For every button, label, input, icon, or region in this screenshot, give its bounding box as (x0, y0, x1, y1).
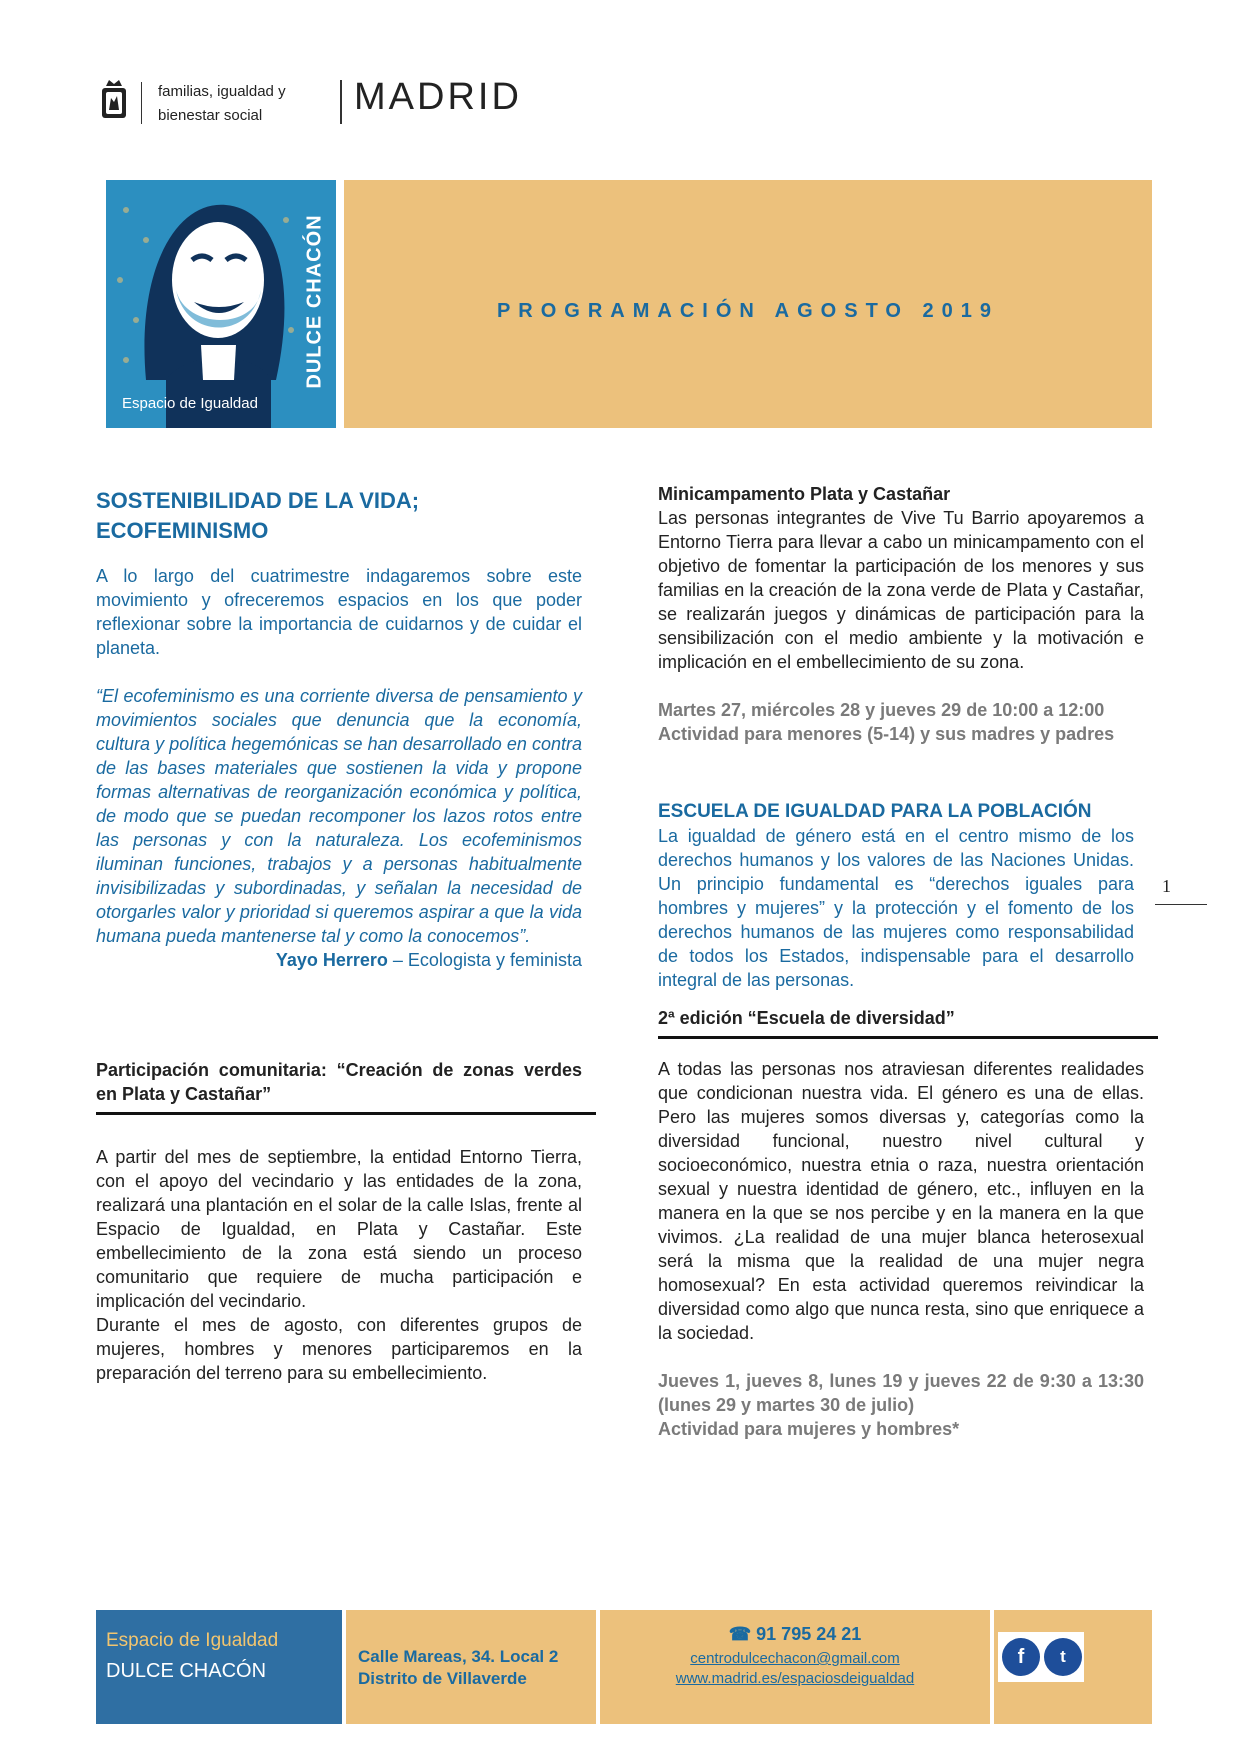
community-body-2: Durante el mes de agosto, con diferentes grupos de mujeres, hombres y menores participaremos en la preparación del terreno para su embellecimiento. (96, 1315, 582, 1383)
section-rule (96, 1112, 596, 1115)
quote-paragraph: “El ecofeminismo es una corriente diversa de pensamiento y movimientos sociales que denuncia que la economía, cultura y política hegemónicas se han desarrollado en contra de las bases materiales que sostienen la vida y propone formas alternativas de reorganización económica y política, de modo que se puedan recomponer los lazos rotos entre las personas y con la naturaleza. Los ecofeminismos iluminan funciones, trabajos y a personas habitualmente invisibilizadas y subordinadas, y señalan la necesidad de otorgarles valor y prioridad si queremos aspirar a que la vida humana pueda mantenerse tal y como la conocemos”. (96, 686, 582, 946)
footer-space-block (96, 1610, 342, 1724)
footer-address-block (346, 1610, 596, 1724)
footer-address-2: Distrito de Villaverde (358, 1669, 527, 1688)
diversity-audience: Actividad para mujeres y hombres* (658, 1419, 960, 1439)
escuela-title: ESCUELA DE IGUALDAD PARA LA POBLACIÓN (658, 801, 1092, 822)
portrait-vertical-name-box (300, 190, 330, 420)
diversity-dates: Jueves 1, jueves 8, lunes 19 y jueves 22 de 9:30 a 13:30 (lunes 29 y martes 30 de julio) (658, 1371, 1144, 1415)
escuela-body: La igualdad de género está en el centro mismo de los derechos humanos y los valores de las Naciones Unidas. Un principio fundamental es “derechos iguales para hombres y mujeres” y la protección y el fomento de los derechos humanos de las mujeres como responsabilidad de todos los Estados, indispensable para el desarrollo integral de las personas. (658, 826, 1134, 990)
section-title (96, 486, 582, 546)
diversity-title: 2ª edición “Escuela de diversidad” (658, 1008, 955, 1028)
page-number: 1 (1162, 876, 1171, 896)
diversity-body: A todas las personas nos atraviesan diferentes realidades que condicionan nuestra vida. El género es una de ellas. Pero las mujeres somos diversas y, categorías como la diversidad funcional, nuestro nivel cultural y socioeconómico, nuestra etnia o raza, nuestra orientación sexual y nuestra identidad de género, etc., influyen en la manera en la que se nos percibe y en la manera en la que vivimos. ¿La realidad de una mujer blanca heterosexual será la misma que la realidad de una mujer negra homosexual? En esta actividad queremos reivindicar la diversidad como algo que nunca resta, sino que enriquece a la sociedad. (658, 1059, 1144, 1343)
department-line-2: bienestar social (158, 107, 263, 124)
space-label: Espacio de Igualdad (122, 395, 258, 412)
quote-attribution (96, 948, 582, 972)
phone-icon: ☎ (728, 1624, 752, 1644)
footer-social-block (994, 1610, 1152, 1724)
footer-address-1: Calle Mareas, 34. Local 2 (358, 1647, 559, 1666)
program-title: PROGRAMACIÓN AGOSTO 2019 (496, 300, 1000, 322)
section-rule (658, 1036, 1158, 1039)
social-icons-box (998, 1632, 1084, 1682)
minicamp-audience: Actividad para menores (5-14) y sus madres y padres (658, 724, 1115, 744)
city-logo: MADRID (354, 76, 522, 118)
intro-paragraph: A lo largo del cuatrimestre indagaremos sobre este movimiento y ofreceremos espacios en los que poder reflexionar sobre la importancia de cuidarnos y de cuidar el planeta. (96, 566, 582, 658)
department-line-1: familias, igualdad y (158, 83, 286, 100)
right-column (658, 482, 1144, 1441)
facebook-icon[interactable]: f (1002, 1638, 1040, 1676)
section-title-line-1: SOSTENIBILIDAD DE LA VIDA; (96, 488, 420, 513)
community-body: A partir del mes de septiembre, la entidad Entorno Tierra, con el apoyo del vecindario y las entidades de la zona, realizará una plantación en el solar de la calle Islas, frente al Espacio de Igualdad, en Plata y Castañar. Este embellecimiento de la zona está siendo un proceso comunitario que requiere de mucha participación e implicación del vecindario. (96, 1147, 582, 1311)
header-divider (340, 80, 342, 124)
footer-contact-block (600, 1610, 990, 1724)
header-divider (141, 82, 142, 124)
footer-space-label: Espacio de Igualdad (106, 1630, 279, 1651)
community-title: Participación comunitaria: “Creación de zonas verdes en Plata y Castañar” (96, 1060, 582, 1104)
minicamp-dates: Martes 27, miércoles 28 y jueves 29 de 10:00 a 12:00 (658, 700, 1105, 720)
madrid-crest-icon (101, 78, 127, 122)
vertical-name: DULCE CHACÓN (303, 214, 326, 389)
page-number-rule (1155, 904, 1207, 905)
footer-web[interactable]: www.madrid.es/espaciosdeigualdad (675, 1670, 915, 1687)
phone-number: 91 795 24 21 (756, 1624, 862, 1644)
minicamp-body: Las personas integrantes de Vive Tu Barrio apoyaremos a Entorno Tierra para llevar a cabo un minicampamento con el objetivo de fomentar la participación de los menores y sus familias en la creación de la zona verde de Plata y Castañar, se realizarán juegos y dinámicas de participación para la sensibilización con el medio ambiente y la motivación e implicación en el embellecimiento de su zona. (658, 508, 1144, 672)
section-title-line-2: ECOFEMINISMO (96, 518, 269, 543)
quote-role: – Ecologista y feminista (387, 950, 582, 970)
footer-email[interactable]: centrodulcechacon@gmail.com (690, 1650, 900, 1667)
footer-space-name: DULCE CHACÓN (106, 1660, 267, 1682)
department-name (158, 80, 286, 128)
left-column (96, 486, 582, 1385)
footer-phone (600, 1624, 990, 1645)
twitter-icon[interactable]: t (1044, 1638, 1082, 1676)
quote-author: Yayo Herrero (275, 950, 388, 970)
minicamp-title: Minicampamento Plata y Castañar (658, 484, 951, 504)
